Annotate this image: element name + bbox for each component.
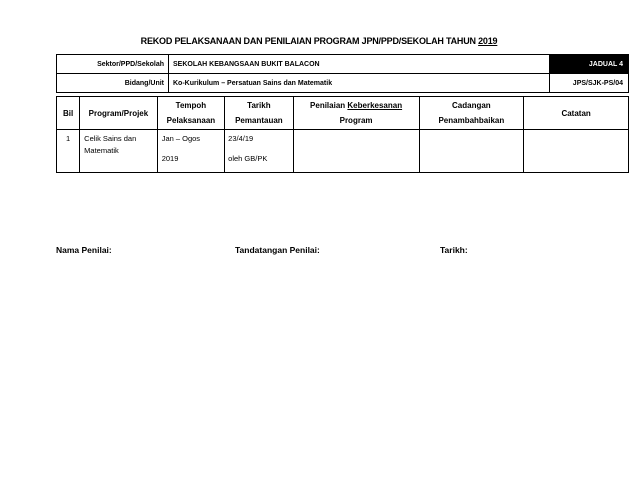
header-cadangan-line1: Cadangan	[452, 101, 491, 110]
cell-tempoh-line2: 2019	[161, 154, 179, 163]
header-cadangan	[419, 97, 524, 130]
header-penilaian-word2: Keberkesanan	[347, 101, 403, 110]
title-text: REKOD PELAKSANAAN DAN PENILAIAN PROGRAM JPN/PPD/SEKOLAH TAHUN	[140, 36, 476, 46]
header-tempoh-line1: Tempoh	[175, 101, 207, 110]
sektor-value: SEKOLAH KEBANGSAAN BUKIT BALACON	[169, 55, 550, 74]
header-cadangan-line2: Penambahbaikan	[438, 116, 505, 125]
cell-tempoh-line1: Jan – Ogos	[161, 134, 201, 143]
header-bil: Bil	[57, 97, 80, 130]
document-code: JPS/SJK-PS/04	[550, 74, 629, 93]
document-title	[0, 36, 638, 46]
header-program: Program/Projek	[80, 97, 158, 130]
cell-catatan	[524, 130, 629, 173]
cell-bil: 1	[57, 130, 80, 173]
header-tempoh	[157, 97, 224, 130]
title-year: 2019	[478, 36, 498, 46]
cell-tempoh	[157, 130, 224, 173]
header-catatan: Catatan	[524, 97, 629, 130]
info-row-bidang	[57, 74, 629, 93]
header-tarikh-line2: Pemantauan	[235, 116, 283, 125]
evaluation-table	[56, 96, 629, 173]
cell-tarikh	[225, 130, 293, 173]
nama-penilai-label: Nama Penilai:	[56, 245, 112, 255]
jadual-badge: JADUAL 4	[550, 55, 629, 74]
cell-program	[80, 130, 158, 173]
cell-cadangan	[419, 130, 524, 173]
sektor-label: Sektor/PPD/Sekolah	[57, 55, 169, 74]
cell-program-line1: Celik Sains dan	[84, 134, 137, 143]
bidang-value: Ko-Kurikulum – Persatuan Sains dan Matematik	[169, 74, 550, 93]
header-penilaian-line2: Program	[339, 116, 373, 125]
cell-program-line2: Matematik	[84, 146, 119, 155]
tarikh-label: Tarikh:	[440, 245, 468, 255]
header-tarikh-line1: Tarikh	[247, 101, 271, 110]
info-table	[56, 54, 629, 93]
table-row	[57, 130, 629, 173]
tandatangan-penilai-label: Tandatangan Penilai:	[235, 245, 320, 255]
cell-penilaian	[293, 130, 419, 173]
cell-tarikh-line2: oleh GB/PK	[228, 154, 268, 163]
info-row-sektor	[57, 55, 629, 74]
header-penilaian	[293, 97, 419, 130]
bidang-label: Bidang/Unit	[57, 74, 169, 93]
cell-tarikh-line1: 23/4/19	[228, 134, 254, 143]
header-tempoh-line2: Pelaksanaan	[166, 116, 216, 125]
header-tarikh	[225, 97, 293, 130]
header-penilaian-word1: Penilaian	[310, 101, 346, 110]
table-header-row	[57, 97, 629, 130]
